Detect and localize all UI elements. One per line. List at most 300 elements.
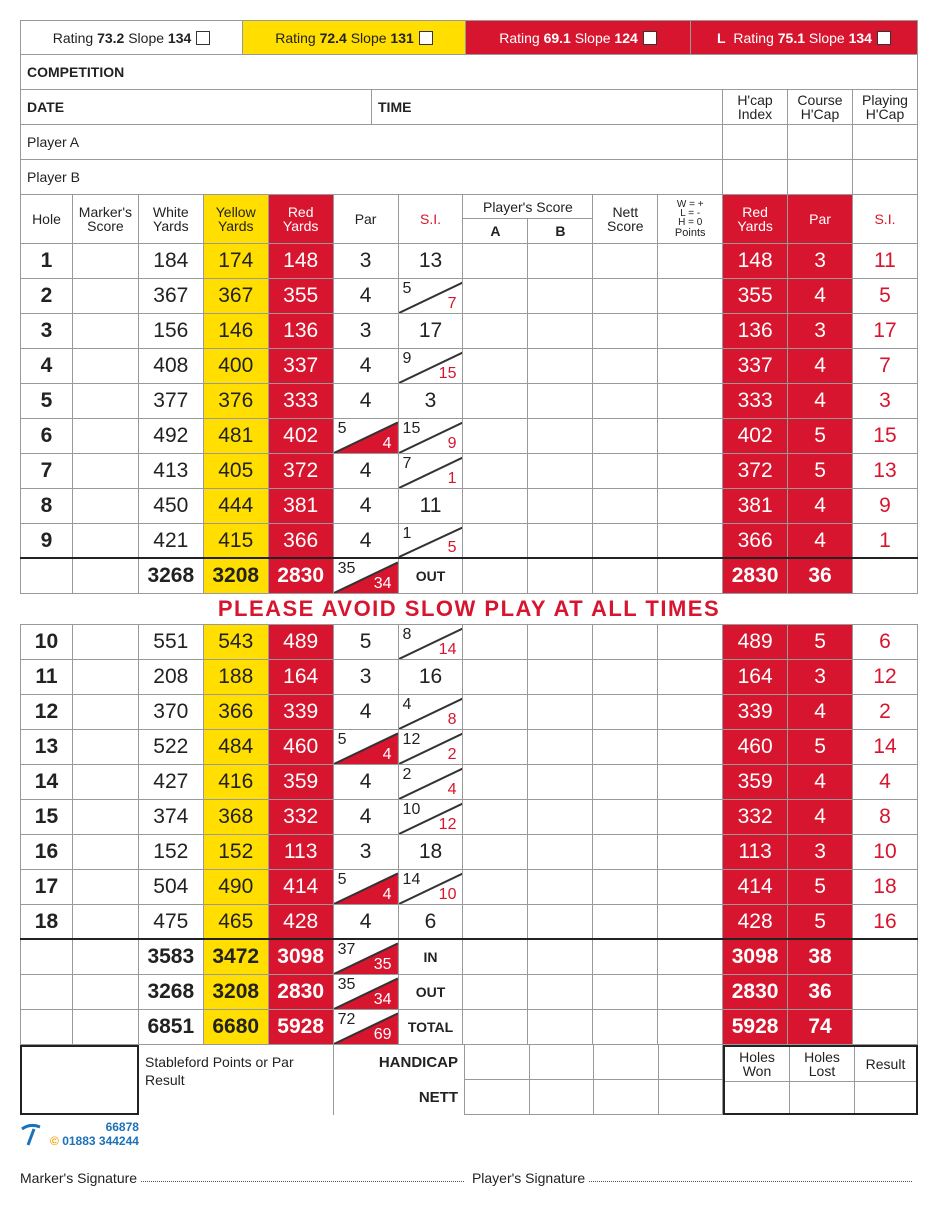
player-a-score-field[interactable] [463,524,528,557]
split-lower-value: 2 [447,746,457,763]
club-contact [20,1120,139,1148]
total-label: OUT [399,559,464,593]
si-split [399,765,464,799]
ladies-par: 4 [788,489,853,523]
points-field[interactable] [658,244,723,278]
markers-score-field[interactable] [73,244,139,278]
nett-score-field[interactable] [593,244,658,278]
club-logo-icon [20,1121,46,1147]
total-nett-field[interactable] [593,559,658,593]
si-split [399,870,464,904]
ladies-si-header: S.I. [853,195,918,243]
total-ladies-red-yards: 2830 [723,975,788,1009]
points-field[interactable] [658,730,723,764]
ladies-stroke-index: 3 [853,384,918,418]
total-player-b-field[interactable] [528,940,593,974]
points-field[interactable] [658,314,723,348]
player-a-score-field[interactable] [463,730,528,764]
nett-score-field[interactable] [593,870,658,904]
si-split [399,625,464,659]
total-player-b-field[interactable] [528,975,593,1009]
handicap-label: HANDICAP [378,1054,458,1071]
checkbox-ladies[interactable] [877,31,891,45]
player-a-score-field[interactable] [463,349,528,383]
points-field[interactable] [658,349,723,383]
player-b-score-field[interactable] [528,625,593,659]
player-a-score-field[interactable] [463,419,528,453]
player-b-score-field[interactable] [528,660,593,694]
ladies-red-yards: 164 [723,660,788,694]
nett-score-field[interactable] [593,800,658,834]
total-par-split [334,940,399,974]
ladies-red-yards: 355 [723,279,788,313]
total-points-field[interactable] [658,1010,723,1044]
markers-score-field[interactable] [73,349,139,383]
white-yards: 370 [139,695,204,729]
rating-white: Rating 73.2 Slope 134 [20,21,243,54]
hole-number: 17 [20,870,73,904]
total-ladies-red-yards: 5928 [723,1010,788,1044]
total-ladies-si-blank [853,940,918,974]
red-yards: 381 [269,489,334,523]
player-b-hcap-index[interactable] [723,160,788,194]
ladies-red-yards: 333 [723,384,788,418]
total-markers-blank [73,1010,139,1044]
player-b-score-field[interactable] [528,279,593,313]
si-split [399,419,464,453]
markers-score-field[interactable] [73,384,139,418]
split-upper-value: 5 [337,871,347,888]
ladies-par: 3 [788,244,853,278]
markers-score-field[interactable] [73,800,139,834]
player-a-score-field[interactable] [463,870,528,904]
ladies-red-yards: 337 [723,349,788,383]
ladies-par: 4 [788,800,853,834]
split-lower-value: 69 [373,1026,392,1043]
total-player-a-field[interactable] [463,559,528,593]
nett-score-field[interactable] [593,454,658,488]
player-a-score-field[interactable] [463,489,528,523]
handicap-grid-field[interactable] [530,1045,595,1080]
column-header-row [20,195,918,244]
player-a-score-field[interactable] [463,244,528,278]
checkbox-yellow[interactable] [419,31,433,45]
player-a-score-field[interactable] [463,454,528,488]
ladies-stroke-index: 2 [853,695,918,729]
markers-signature-label: Marker's Signature [20,1170,138,1186]
yellow-yards: 152 [204,835,269,869]
nett-score-field[interactable] [593,349,658,383]
par: 4 [334,384,399,418]
ladies-red-yards: 402 [723,419,788,453]
hole-row-1 [20,244,918,279]
handicap-grid-field[interactable] [465,1080,530,1115]
totals [20,940,918,1045]
split-lower-value: 35 [373,956,392,973]
yellow-yards: 146 [204,314,269,348]
player-a-score-field[interactable] [463,835,528,869]
player-b-field[interactable]: Player B [20,160,723,194]
par: 4 [334,905,399,938]
nett-score-field[interactable] [593,765,658,799]
total-points-field[interactable] [658,975,723,1009]
player-b-score-field[interactable] [528,870,593,904]
hole-number: 8 [20,489,73,523]
player-b-playing-hcap[interactable] [853,160,918,194]
total-markers-blank [73,975,139,1009]
ladies-red-yards: 414 [723,870,788,904]
handicap-grid-field[interactable] [659,1045,724,1080]
holes-won-header: Holes Won [725,1047,790,1081]
player-a-score-field[interactable] [463,314,528,348]
hole-row-17 [20,870,918,905]
player-b-col-header: B [555,223,566,239]
par: 4 [334,800,399,834]
ladies-par: 3 [788,835,853,869]
markers-score-field[interactable] [73,454,139,488]
nett-score-field[interactable] [593,489,658,523]
ladies-stroke-index: 18 [853,870,918,904]
points-field[interactable] [658,870,723,904]
markers-score-field[interactable] [73,660,139,694]
hole-number: 16 [20,835,73,869]
ladies-par: 5 [788,454,853,488]
white-yards: 374 [139,800,204,834]
yellow-yards: 484 [204,730,269,764]
split-upper-value: 2 [402,766,412,783]
total-yellow-yards: 3208 [204,559,269,593]
yellow-yards: 416 [204,765,269,799]
player-a-playing-hcap[interactable] [853,125,918,159]
markers-score-field[interactable] [73,625,139,659]
back-nine [20,624,918,940]
points-field[interactable] [658,489,723,523]
markers-score-field[interactable] [73,279,139,313]
ladies-stroke-index: 11 [853,244,918,278]
red-yards: 337 [269,349,334,383]
red-yards: 366 [269,524,334,557]
ladies-stroke-index: 14 [853,730,918,764]
markers-score-field[interactable] [73,314,139,348]
ladies-red-yards: 489 [723,625,788,659]
handicap-grid-field[interactable] [465,1045,530,1080]
out-total-row [20,559,918,594]
par: 5 [334,625,399,659]
player-a-score-field[interactable] [463,660,528,694]
points-field[interactable] [658,419,723,453]
white-yards-header: White Yards [139,195,204,243]
ladies-stroke-index: 17 [853,314,918,348]
white-yards: 367 [139,279,204,313]
par: 4 [334,524,399,557]
red-yards: 333 [269,384,334,418]
ladies-red-yards: 372 [723,454,788,488]
split-lower-value: 14 [438,641,457,658]
nett-score-field[interactable] [593,314,658,348]
red-yards: 414 [269,870,334,904]
total-player-a-field[interactable] [463,1010,528,1044]
total-white-yards: 3268 [139,975,204,1009]
total-red-yards: 2830 [269,975,334,1009]
points-field[interactable] [658,905,723,938]
ladies-red-yards: 366 [723,524,788,557]
player-b-score-field[interactable] [528,454,593,488]
split-lower-value: 8 [447,711,457,728]
holes-won-field[interactable] [725,1082,790,1113]
checkbox-red[interactable] [643,31,657,45]
ladies-stroke-index: 12 [853,660,918,694]
total-ladies-si-blank [853,559,918,593]
nett-score-field[interactable] [593,835,658,869]
split-upper-value: 9 [402,350,412,367]
yellow-yards: 174 [204,244,269,278]
nett-score-field[interactable] [593,905,658,938]
hole-row-16 [20,835,918,870]
total-label: OUT [399,975,464,1009]
ladies-par: 3 [788,314,853,348]
nett-score-header: Nett Score [593,195,658,243]
hole-row-4 [20,349,918,384]
ladies-par: 5 [788,730,853,764]
checkbox-white[interactable] [196,31,210,45]
si-split [399,730,464,764]
par: 4 [334,349,399,383]
ladies-stroke-index: 8 [853,800,918,834]
ladies-par: 4 [788,349,853,383]
split-lower-value: 5 [447,539,457,556]
red-yards: 355 [269,279,334,313]
competition-row [20,55,918,90]
player-b-row [20,160,918,195]
markers-score-field[interactable] [73,765,139,799]
red-yards: 113 [269,835,334,869]
total-label: IN [399,940,464,974]
markers-score-field[interactable] [73,524,139,557]
nett-score-field[interactable] [593,279,658,313]
hole-row-12 [20,695,918,730]
markers-score-field[interactable] [73,489,139,523]
phone-icon: © [50,1134,59,1148]
nett-score-field[interactable] [593,730,658,764]
points-field[interactable] [658,384,723,418]
player-b-score-field[interactable] [528,384,593,418]
red-yards: 136 [269,314,334,348]
white-yards: 156 [139,314,204,348]
player-b-score-field[interactable] [528,835,593,869]
split-upper-value: 15 [402,420,421,437]
stroke-index: 11 [399,489,464,523]
total-nett-field[interactable] [593,975,658,1009]
points-field[interactable] [658,695,723,729]
rating-red: Rating 69.1 Slope 124 [466,21,691,54]
player-b-course-hcap[interactable] [788,160,853,194]
total-points-field[interactable] [658,559,723,593]
markers-score-field[interactable] [73,695,139,729]
split-lower-value: 34 [373,575,392,592]
red-yards: 164 [269,660,334,694]
nett-score-field[interactable] [593,524,658,557]
total-white-yards: 3583 [139,940,204,974]
ladies-red-yards: 460 [723,730,788,764]
time-field[interactable]: TIME [372,90,723,124]
ladies-stroke-index: 6 [853,625,918,659]
phone-code: 66878 [105,1120,139,1134]
handicap-grid-field[interactable] [594,1045,659,1080]
markers-score-field[interactable] [73,835,139,869]
player-a-score-field[interactable] [463,765,528,799]
points-field[interactable] [658,765,723,799]
handicap-grid-row [465,1080,723,1115]
player-b-score-field[interactable] [528,489,593,523]
match-result-box [723,1045,918,1115]
par: 4 [334,489,399,523]
points-field[interactable] [658,835,723,869]
hole-number: 15 [20,800,73,834]
nett-score-field[interactable] [593,419,658,453]
nett-score-field[interactable] [593,695,658,729]
players-signature-field[interactable] [589,1170,912,1182]
si-split [399,349,464,383]
handicap-grid-field[interactable] [594,1080,659,1115]
points-field[interactable] [658,660,723,694]
si-split [399,695,464,729]
rating-row [20,20,918,55]
ladies-stroke-index: 4 [853,765,918,799]
holes-lost-field[interactable] [790,1082,855,1113]
player-a-col-header: A [463,219,528,243]
white-yards: 492 [139,419,204,453]
player-a-score-field[interactable] [463,384,528,418]
white-yards: 408 [139,349,204,383]
ladies-red-yards-header: Red Yards [723,195,788,243]
player-b-score-field[interactable] [528,314,593,348]
yellow-yards: 405 [204,454,269,488]
markers-score-field[interactable] [73,730,139,764]
result-field[interactable] [855,1082,916,1113]
ladies-red-yards: 136 [723,314,788,348]
player-b-score-field[interactable] [528,730,593,764]
hole-row-9 [20,524,918,559]
player-b-score-field[interactable] [528,695,593,729]
points-field[interactable] [658,800,723,834]
total-hole-blank [20,940,73,974]
nett-score-field[interactable] [593,384,658,418]
nett-score-field[interactable] [593,625,658,659]
total-ladies-si-blank [853,975,918,1009]
player-b-score-field[interactable] [528,244,593,278]
par: 3 [334,835,399,869]
split-lower-value: 4 [382,746,392,763]
total-nett-field[interactable] [593,1010,658,1044]
player-a-score-field[interactable] [463,800,528,834]
hole-row-5 [20,384,918,419]
hole-number: 2 [20,279,73,313]
split-upper-value: 7 [402,455,412,472]
date-row [20,90,918,125]
red-yards: 460 [269,730,334,764]
points-field[interactable] [658,625,723,659]
rating-yellow: Rating 72.4 Slope 131 [243,21,466,54]
player-a-score-field[interactable] [463,625,528,659]
player-a-score-field[interactable] [463,905,528,938]
red-yards: 489 [269,625,334,659]
split-upper-value: 5 [337,731,347,748]
total-ladies-par: 36 [788,559,853,593]
si-split [399,524,464,557]
hole-row-13 [20,730,918,765]
points-field[interactable] [658,524,723,557]
total-player-b-field[interactable] [528,1010,593,1044]
player-b-score-field[interactable] [528,419,593,453]
split-lower-value: 1 [447,470,457,487]
yellow-yards: 188 [204,660,269,694]
stroke-index: 13 [399,244,464,278]
stableford-result-box[interactable] [20,1045,139,1115]
markers-score-field[interactable] [73,870,139,904]
markers-score-field[interactable] [73,905,139,938]
markers-signature-field[interactable] [141,1170,464,1182]
red-yards: 402 [269,419,334,453]
player-a-course-hcap[interactable] [788,125,853,159]
competition-field[interactable]: COMPETITION [20,55,918,89]
ladies-red-yards: 381 [723,489,788,523]
player-b-score-field[interactable] [528,349,593,383]
ladies-stroke-index: 16 [853,905,918,938]
ladies-red-yards: 359 [723,765,788,799]
white-yards: 551 [139,625,204,659]
total-player-a-field[interactable] [463,940,528,974]
points-field[interactable] [658,454,723,488]
points-field[interactable] [658,279,723,313]
course-hcap-header: Course H'Cap [788,90,853,124]
player-b-score-field[interactable] [528,905,593,938]
hole-number: 7 [20,454,73,488]
player-b-score-field[interactable] [528,800,593,834]
player-b-score-field[interactable] [528,765,593,799]
total-player-b-field[interactable] [528,559,593,593]
nett-label: NETT [418,1089,458,1106]
players-score-header [463,195,593,243]
player-a-field[interactable]: Player A [20,125,723,159]
yellow-yards: 366 [204,695,269,729]
total-row-in [20,940,918,975]
player-b-score-field[interactable] [528,524,593,557]
yellow-yards: 400 [204,349,269,383]
split-upper-value: 35 [337,560,356,577]
hole-row-14 [20,765,918,800]
ladies-par: 4 [788,695,853,729]
ladies-red-yards: 332 [723,800,788,834]
player-a-hcap-index[interactable] [723,125,788,159]
split-lower-value: 4 [382,435,392,452]
white-yards: 475 [139,905,204,938]
handicap-grid-field[interactable] [530,1080,595,1115]
total-nett-field[interactable] [593,940,658,974]
ladies-red-yards: 148 [723,244,788,278]
result-section [20,1045,918,1115]
player-a-score-field[interactable] [463,279,528,313]
par-split [334,730,399,764]
total-points-field[interactable] [658,940,723,974]
total-player-a-field[interactable] [463,975,528,1009]
yellow-yards: 465 [204,905,269,938]
nett-score-field[interactable] [593,660,658,694]
player-a-score-field[interactable] [463,695,528,729]
total-hole-blank [20,975,73,1009]
handicap-grid-field[interactable] [659,1080,724,1115]
markers-score-field[interactable] [73,419,139,453]
date-field[interactable]: DATE [20,90,372,124]
